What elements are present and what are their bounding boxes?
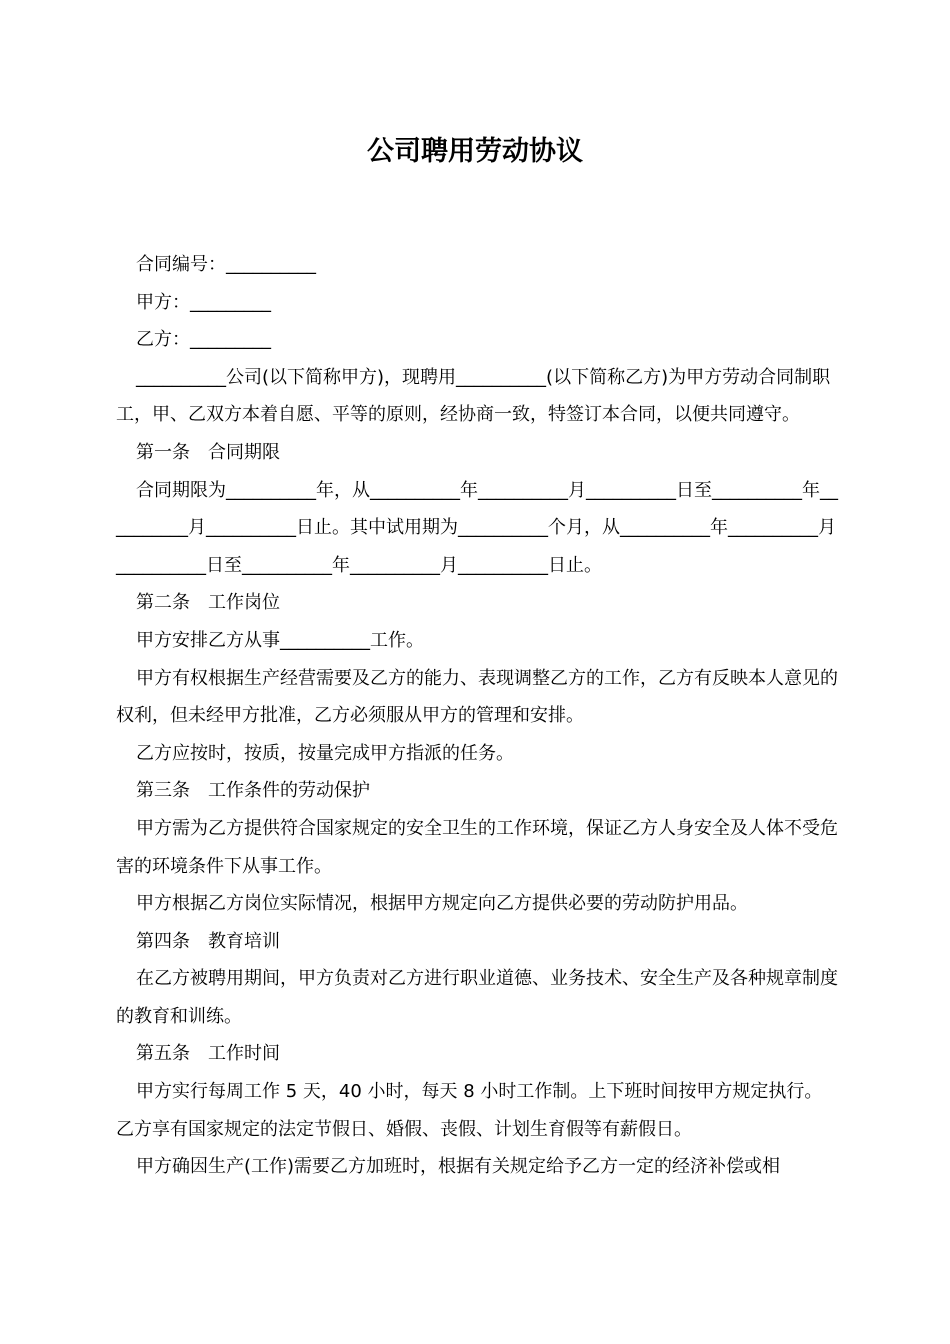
party-b-line: 乙方：_________: [136, 329, 271, 351]
article-5-heading: 第五条 工作时间: [136, 1043, 280, 1065]
article-2-paragraph-1: 甲方安排乙方从事__________工作。: [136, 629, 424, 651]
article-4-paragraph: 在乙方被聘用期间，甲方负责对乙方进行职业道德、业务技术、安全生产及各种规章制度的教育和训练。: [116, 968, 838, 1027]
intro-paragraph: __________公司(以下简称甲方)，现聘用__________(以下简称乙方)为甲方劳动合同制职工，甲、乙双方本着自愿、平等的原则，经协商一致，特签订本合同，以便共同遵守。: [116, 366, 831, 426]
party-a-line: 甲方：_________: [136, 291, 271, 313]
article-3-heading: 第三条 工作条件的劳动保护: [136, 780, 370, 802]
article-1-paragraph: 合同期限为__________年，从__________年__________月__________日至__________年__________月__________日止。其中试用期为__________个月，从__________年__________月__________日至__________年__________月__________日止。: [116, 479, 838, 576]
article-2-paragraph-3: 乙方应按时，按质，按量完成甲方指派的任务。: [136, 742, 514, 764]
document-body: [116, 246, 838, 1186]
article-1-heading: 第一条 合同期限: [136, 441, 280, 463]
article-3-paragraph-1: 甲方需为乙方提供符合国家规定的安全卫生的工作环境，保证乙方人身安全及人体不受危害的环境条件下从事工作。: [116, 817, 838, 877]
article-5-paragraph-2: 甲方确因生产(工作)需要乙方加班时，根据有关规定给予乙方一定的经济补偿或相: [136, 1156, 781, 1178]
article-3-paragraph-2: 甲方根据乙方岗位实际情况，根据甲方规定向乙方提供必要的劳动防护用品。: [136, 893, 748, 915]
article-4-heading: 第四条 教育培训: [136, 930, 280, 952]
article-5-paragraph-1: 甲方实行每周工作 5 天，40 小时，每天 8 小时工作制。上下班时间按甲方规定执行。乙方享有国家规定的法定节假日、婚假、丧假、计划生育假等有薪假日。: [116, 1081, 823, 1140]
article-2-heading: 第二条 工作岗位: [136, 592, 280, 614]
document-title: 公司聘用劳动协议: [367, 136, 583, 167]
article-2-paragraph-2: 甲方有权根据生产经营需要及乙方的能力、表现调整乙方的工作，乙方有反映本人意见的权利，但未经甲方批准，乙方必须服从甲方的管理和安排。: [116, 667, 838, 727]
contract-number-line: 合同编号：__________: [136, 254, 316, 275]
